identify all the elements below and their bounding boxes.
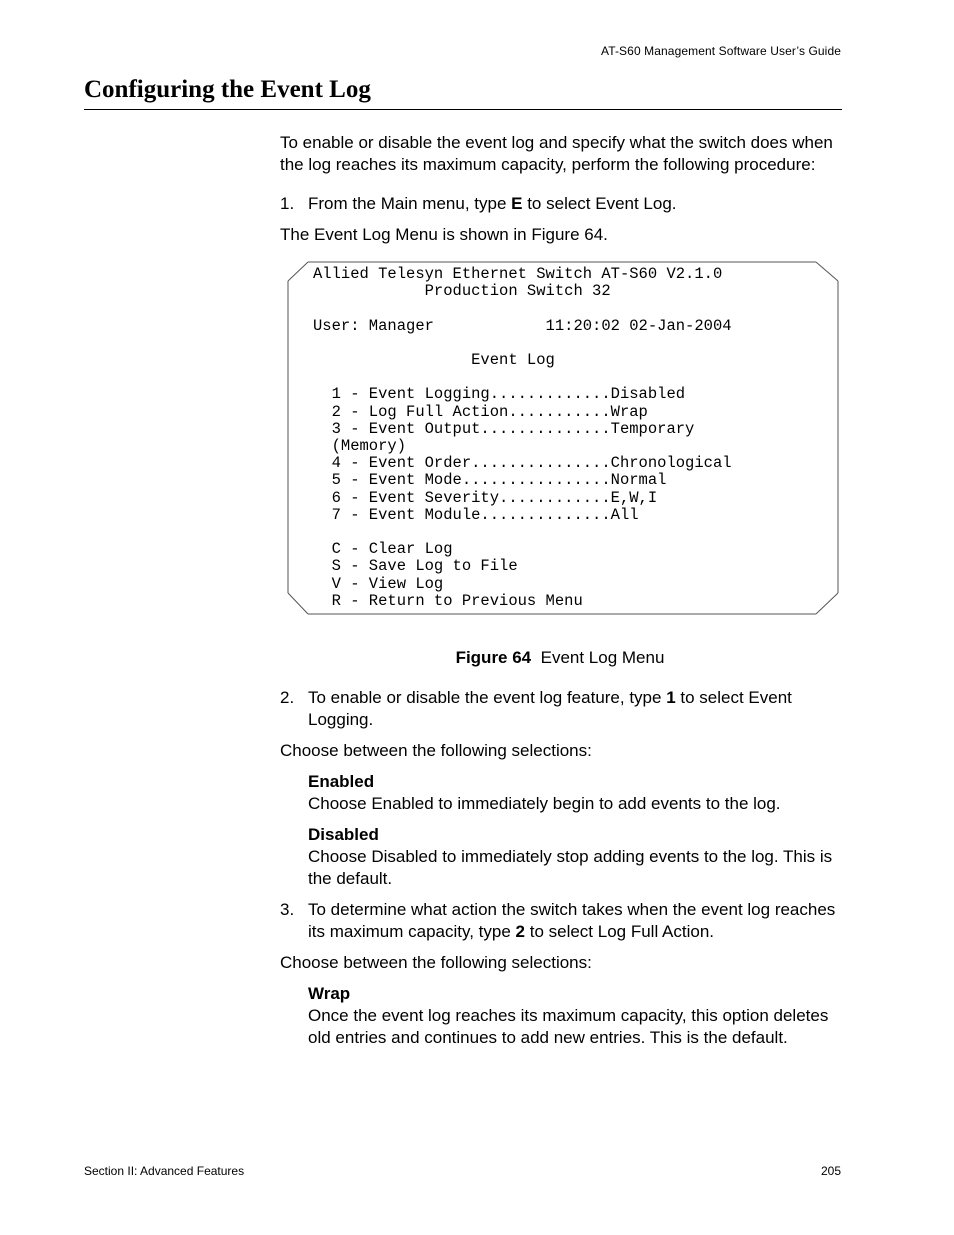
step-number: 1. [280,194,295,213]
option-name: Wrap [308,984,351,1003]
choose-text: Choose between the following selections: [280,741,592,760]
step-text [308,687,840,731]
option-name: Disabled [308,825,379,844]
screen-line: 6 - Event Severity............E,W,I [313,488,658,507]
screen-line: C - Clear Log [313,540,453,559]
screen-line: 1 - Event Logging.............Disabled [313,385,686,404]
screen-line: R - Return to Previous Menu [313,591,583,610]
screen-line: Event Log [313,351,555,370]
intro-paragraph: To enable or disable the event log and specify what the switch does when the log reaches its maximum capacity, perform the following procedure: [280,133,833,174]
title-rule [84,109,842,110]
event-log-menu-screen [286,261,840,616]
screen-line: 7 - Event Module..............All [313,505,639,524]
figure-caption-text: Event Log Menu [540,648,665,667]
option-name: Enabled [308,772,375,791]
step-text-pre: To enable or disable the event log feature, type [308,688,667,707]
figure-label: Figure 64 [455,648,532,667]
section-title: Configuring the Event Log [84,76,371,103]
screen-text [313,266,732,610]
screen-line: User: Manager 11:20:02 02-Jan-2004 [313,316,732,335]
step-1 [280,193,840,215]
option-disabled [308,824,840,890]
screen-line: (Memory) [313,437,407,456]
choose-text: Choose between the following selections: [280,953,592,972]
option-wrap [308,983,840,1049]
step-key: E [511,194,523,213]
step-key: 1 [666,688,676,707]
step-number: 2. [280,688,295,707]
step-2 [280,687,840,731]
step-text-post: to select Event Log. [522,194,677,213]
screen-line: S - Save Log to File [313,557,518,576]
option-desc: Once the event log reaches its maximum capacity, this option deletes old entries and continues to add new entries. This is the default. [308,1006,829,1047]
screen-line: V - View Log [313,574,444,593]
step-3 [280,899,840,943]
screen-line: Production Switch 32 [313,282,611,301]
option-desc: Choose Enabled to immediately begin to add events to the log. [308,794,781,813]
screen-line: 5 - Event Mode................Normal [313,471,667,490]
page-number: 205 [820,1164,841,1178]
figure-caption [280,647,840,669]
option-desc: Choose Disabled to immediately stop adding events to the log. This is the default. [308,847,833,888]
step-text [308,193,840,215]
screen-line: Allied Telesyn Ethernet Switch AT-S60 V2.1.0 [313,265,723,283]
step-key: 2 [515,922,525,941]
step-number: 3. [280,900,295,919]
running-header: AT-S60 Management Software User’s Guide [600,44,841,58]
step-text-pre: From the Main menu, type [308,194,512,213]
screen-line: 4 - Event Order...............Chronological [313,454,732,473]
step-note: The Event Log Menu is shown in Figure 64. [280,225,608,244]
body-content [280,132,840,1049]
footer-section: Section II: Advanced Features [84,1164,245,1178]
step-text-post: to select Log Full Action. [525,922,714,941]
screen-line: 2 - Log Full Action...........Wrap [313,402,648,421]
step-text [308,899,840,943]
option-enabled [308,771,840,815]
step-text-post: to select Event Logging. [308,688,792,729]
screen-line: 3 - Event Output..............Temporary [313,419,695,438]
step-text-pre: To determine what action the switch takes when the event log reaches its maximum capacity, type [308,900,836,941]
